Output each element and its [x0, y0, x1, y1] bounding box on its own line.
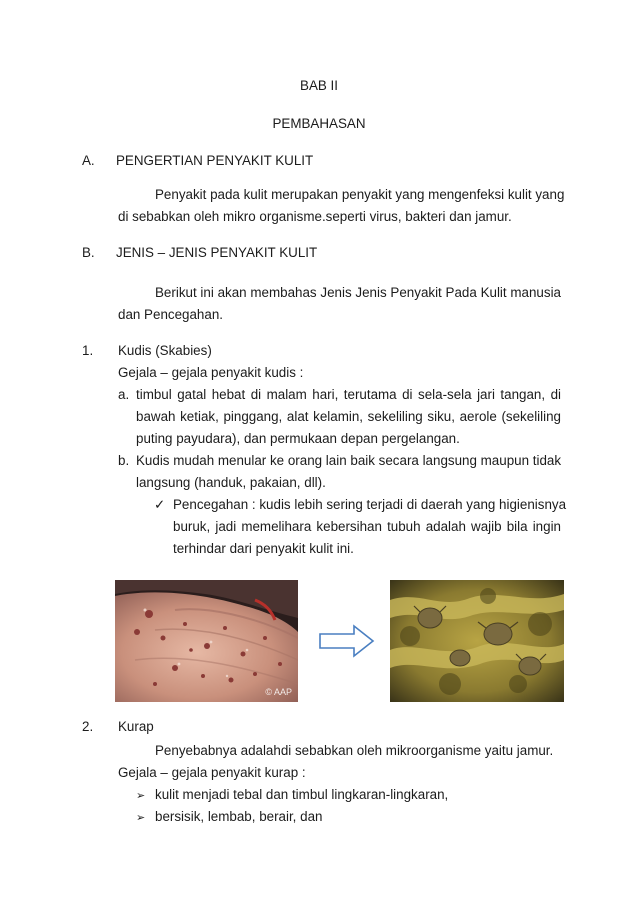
- item-2-number: 2.: [82, 719, 94, 734]
- section-b-label: B.: [82, 245, 95, 260]
- item-2-cause: Penyebabnya adalahdi sebabkan oleh mikroorganisme yaitu jamur.: [155, 743, 554, 758]
- item-1-b-label: b.: [118, 453, 130, 468]
- section-b-para-line-1: Berikut ini akan membahas Jenis Jenis Penyakit Pada Kulit manusia: [155, 285, 561, 300]
- item-1-a-line-2: bawah ketiak, pinggang, alat kelamin, sekeliling siku, aerole (sekeliling: [136, 409, 561, 424]
- section-a-para-line-2: di sebabkan oleh mikro organisme.seperti virus, bakteri dan jamur.: [118, 209, 512, 224]
- section-a-para-line-1: Penyakit pada kulit merupakan penyakit yang mengenfeksi kulit yang: [155, 187, 565, 202]
- item-1-a-line-3: puting payudara), dan permukaan depan pergelangan.: [136, 431, 460, 446]
- mite-micrograph-illustration: [390, 580, 564, 702]
- checkmark-icon: ✓: [154, 497, 166, 512]
- item-2-gejala: Gejala – gejala penyakit kurap :: [118, 765, 306, 780]
- item-1-b-line-2: langsung (handuk, pakaian, dll).: [136, 475, 326, 490]
- item-2-title: Kurap: [118, 719, 154, 734]
- section-a-title: PENGERTIAN PENYAKIT KULIT: [116, 153, 314, 168]
- prevention-line-3: terhindar dari penyakit kulit ini.: [173, 541, 354, 556]
- photo-watermark: © AAP: [265, 687, 292, 697]
- arrow-bullet-icon: ➢: [136, 790, 146, 802]
- scabies-hand-illustration: [115, 580, 298, 702]
- chapter-title: PEMBAHASAN: [272, 116, 366, 131]
- chapter-label: BAB II: [300, 78, 338, 93]
- item-1-a-label: a.: [118, 387, 130, 402]
- section-b-title: JENIS – JENIS PENYAKIT KULIT: [116, 245, 318, 260]
- scabies-hand-photo: [115, 580, 298, 702]
- item-1-number: 1.: [82, 343, 94, 358]
- scabies-mite-micrograph: [390, 580, 564, 702]
- section-b-para-line-2: dan Pencegahan.: [118, 307, 223, 322]
- prevention-line-2: buruk, jadi memelihara kebersihan tubuh adalah wajib bila ingin: [173, 519, 561, 534]
- item-1-gejala: Gejala – gejala penyakit kudis :: [118, 365, 304, 380]
- item-1-a-line-1: timbul gatal hebat di malam hari, terutama di sela-sela jari tangan, di: [136, 387, 561, 402]
- section-a-label: A.: [82, 153, 95, 168]
- item-2-bullet-1: kulit menjadi tebal dan timbul lingkaran-lingkaran,: [155, 787, 449, 802]
- arrow-bullet-icon: ➢: [136, 812, 146, 824]
- right-arrow-icon: [318, 624, 376, 658]
- item-1-title: Kudis (Skabies): [118, 343, 212, 358]
- item-2-bullet-2: bersisik, lembab, berair, dan: [155, 809, 323, 824]
- item-1-b-line-1: Kudis mudah menular ke orang lain baik secara langsung maupun tidak: [136, 453, 562, 468]
- prevention-line-1: Pencegahan : kudis lebih sering terjadi di daerah yang higienisnya: [173, 497, 567, 512]
